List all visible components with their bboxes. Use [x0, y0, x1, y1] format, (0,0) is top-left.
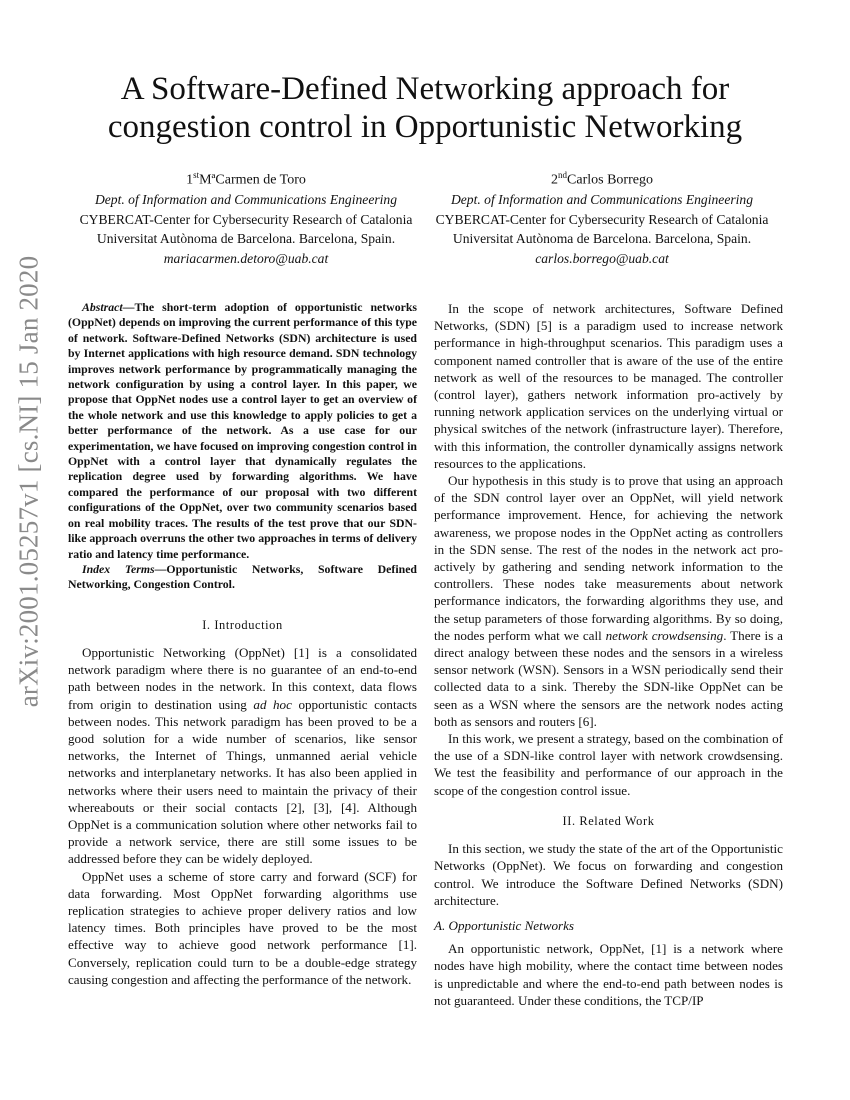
author-dept: Dept. of Information and Communications Engineering [450, 192, 754, 208]
paragraph: An opportunistic network, OppNet, [1] is a network where nodes have high mobility, where the contact time between nodes is unpredictable and where the end-to-end path between nodes is not guaranteed. Under these conditions, the TCP/IP [434, 941, 783, 1008]
paragraph: Our hypothesis in this study is to prove that using an approach of the SDN control layer over an OppNet, will yield network performance improvement. Hence, for achieving the network awareness, we propose nodes in the OppNet acting as controllers in the SDN sense. The rest of the nodes in the network act pro-actively by gathering and sending network information to the controllers. These nodes take measurements about network performance indicators, the forwarding algorithms they use, and the setup parameters of those forwarding algorithms. By so doing, the nodes perform what we call network crowdsensing. There is a direct analogy between these nodes and the sensors in a wireless sensor network (WSN). Sensors in a WSN periodically send their collected data to a sink. Thereby the SDN-like OppNet can be seen as a WSN where the sensors are the network nodes acting both as sensors and routers [6]. [434, 473, 783, 729]
arxiv-stamp [2, 255, 56, 707]
section-heading-related-work: II. Related Work [562, 813, 655, 828]
paper-title: A Software-Defined Networking approach for congestion control in Opportunistic Networking [107, 71, 743, 145]
paragraph: In this work, we present a strategy, based on the combination of the use of a SDN-like control layer with network crowdsensing. We test the feasibility and performance of our approach in the scope of the congestion control issue. [434, 731, 783, 798]
paragraph: OppNet uses a scheme of store carry and forward (SCF) for data forwarding. Most OppNet forwarding algorithms use replication strategies to achieve proper delivery ratios and low latency times. Both principles have proved to be the most effective way to achieve good network performance [1]. Conversely, replication could turn to be a double-edge strategy causing congestion and affecting the performance of the network. [68, 868, 417, 987]
author-org: CYBERCAT-Center for Cybersecurity Research of Catalonia [435, 211, 769, 227]
subsection-heading: A. Opportunistic Networks [434, 917, 575, 933]
author-email[interactable]: mariacarmen.detoro@uab.cat [163, 251, 329, 267]
author-dept: Dept. of Information and Communications Engineering [94, 192, 398, 208]
author-block-1 [66, 166, 426, 269]
author-block-2 [422, 166, 782, 269]
author-name: 1stMªCarmen de Toro [186, 170, 306, 188]
author-email[interactable]: carlos.borrego@uab.cat [535, 251, 669, 267]
author-name: 2ndCarlos Borrego [551, 170, 653, 188]
section-heading-introduction: I. Introduction [202, 617, 283, 632]
author-univ: Universitat Autònoma de Barcelona. Barcelona, Spain. [452, 231, 752, 247]
arxiv-identifier[interactable]: arXiv:2001.05257v1 [cs.NI] 15 Jan 2020 [13, 255, 44, 707]
right-column [434, 300, 783, 1009]
abstract: Abstract—The short-term adoption of opportunistic networks (OppNet) depends on improving the current performance of this type of network. Software-Defined Networks (SDN) architecture is used by Internet applications with high resource demand. SDN technology improves network performance by programmatically managing the network configuration by using a control layer. In this paper, we propose that OppNet nodes use a control layer to get an overview of the whole network and use this knowledge to apply policies to get a better performance of the network. As a use case for our experimentation, we have focused on improving congestion control in OppNet with a control layer that dynamically regulates the replication degree used by forwarding algorithms. We have compared the performance of our proposal with two different configurations of the OppNet, over two community scenarios based on real mobility traces. The results of the test prove that our SDN-like approach overruns the other two approaches in terms of delivery ratio and latency time performance. [68, 300, 417, 561]
paragraph: In this section, we study the state of the art of the Opportunistic Networks (OppNet). We focus on forwarding and congestion control. We introduce the Software Defined Networks (SDN) architecture. [434, 841, 783, 908]
author-org: CYBERCAT-Center for Cybersecurity Research of Catalonia [79, 211, 413, 227]
paragraph: Opportunistic Networking (OppNet) [1] is a consolidated network paradigm where there is no guarantee of an end-to-end path between nodes in the network. In this context, data flows from origin to destination using ad hoc opportunistic contacts between nodes. This network paradigm has been proved to be a good solution for a wide number of scenarios, like sensor networks, the Internet of Things, unmanned aerial vehicle networks and interplanetary networks. It has also been applied in networks where their users need to maintain the privacy of their whereabouts or their social contacts [2], [3], [4]. Although OppNet is a communication solution where other networks fail to provide a network service, there are still some issues to be addressed before they can be widely deployed. [68, 644, 417, 867]
author-univ: Universitat Autònoma de Barcelona. Barcelona, Spain. [96, 231, 396, 247]
index-terms: Index Terms—Opportunistic Networks, Software Defined Networking, Congestion Control. [68, 561, 417, 592]
paragraph: In the scope of network architectures, Software Defined Networks, (SDN) [5] is a paradigm used to increase network performance in high-throughput scenarios. This paradigm uses a component named controller that is aware of the use of the entire network as well of the resources to be managed. The controller (control layer), gathers network information pro-actively by running network application services on the underlying virtual or physical switches of the network (infrastructure layer). Therefore, with this information, the controller dynamically assigns network resources to the applications. [434, 301, 783, 471]
left-column [68, 300, 417, 988]
